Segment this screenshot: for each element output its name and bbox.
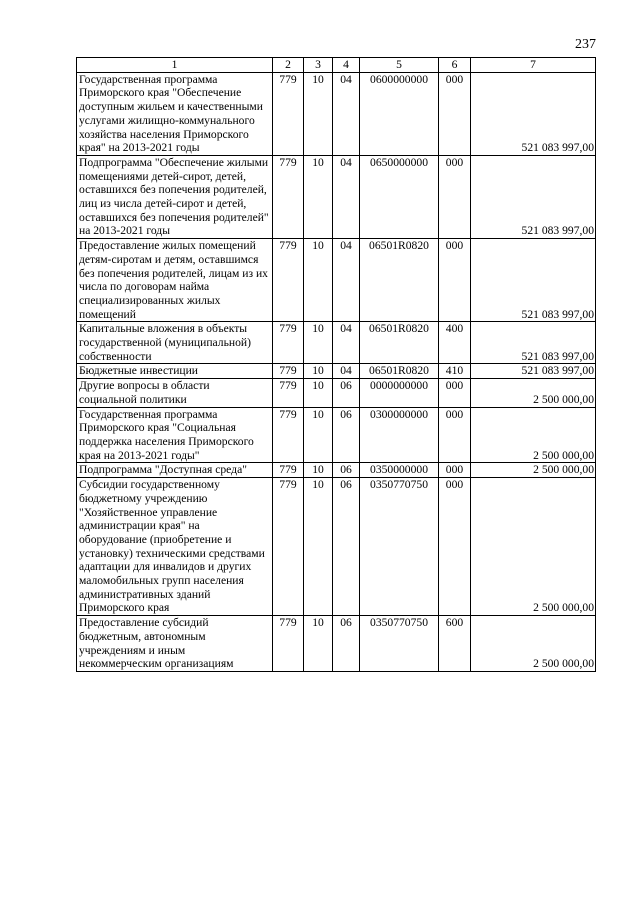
row-name-cell: Капитальные вложения в объекты государственной (муниципальной) собственности [77,322,273,364]
row-target-article-cell: 0350000000 [360,463,439,478]
row-section-cell: 10 [304,379,333,407]
row-amount-cell: 2 500 000,00 [471,616,596,672]
row-name-cell: Государственная программа Приморского края "Обеспечение доступным жильем и качественными услугами жилищно-коммунального хозяйства населения Приморского края" на 2013-2021 годы [77,72,273,155]
row-subsection-cell: 06 [333,616,360,672]
column-header: 3 [304,58,333,73]
row-target-article-cell: 06501R0820 [360,364,439,379]
row-section-cell: 10 [304,322,333,364]
column-header: 2 [273,58,304,73]
row-amount-cell: 521 083 997,00 [471,72,596,155]
row-expense-type-cell: 400 [439,322,471,364]
row-expense-type-cell: 000 [439,407,471,463]
row-subsection-cell: 06 [333,463,360,478]
row-amount-cell: 521 083 997,00 [471,239,596,322]
row-name-cell: Бюджетные инвестиции [77,364,273,379]
row-grbs-cell: 779 [273,616,304,672]
table-row [77,155,596,238]
table-row [77,364,596,379]
table-row [77,616,596,672]
row-expense-type-cell: 000 [439,239,471,322]
column-header: 4 [333,58,360,73]
row-name-cell: Предоставление субсидий бюджетным, автономным учреждениям и иным некоммерческим организациям [77,616,273,672]
page-number: 237 [575,37,596,52]
row-name-cell: Государственная программа Приморского края "Социальная поддержка населения Приморского края на 2013-2021 годы" [77,407,273,463]
row-name-cell: Подпрограмма "Обеспечение жилыми помещениями детей-сирот, детей, оставшихся без попечения родителей, лиц из числа детей-сирот и детей, оставшихся без попечения родителей" на 2013-2021 годы [77,155,273,238]
row-amount-cell: 2 500 000,00 [471,379,596,407]
column-header: 7 [471,58,596,73]
table-header-row [77,58,596,73]
column-header: 5 [360,58,439,73]
row-target-article-cell: 0350770750 [360,616,439,672]
row-subsection-cell: 04 [333,155,360,238]
row-name-cell: Другие вопросы в области социальной политики [77,379,273,407]
row-target-article-cell: 0300000000 [360,407,439,463]
row-grbs-cell: 779 [273,478,304,616]
row-section-cell: 10 [304,155,333,238]
row-section-cell: 10 [304,407,333,463]
row-name-cell: Субсидии государственному бюджетному учреждению "Хозяйственное управление администрации края" на оборудование (приобретение и установку) техническими средствами адаптации для инвалидов и других маломобильных групп населения административных зданий Приморского края [77,478,273,616]
row-expense-type-cell: 600 [439,616,471,672]
row-target-article-cell: 0000000000 [360,379,439,407]
table-row [77,379,596,407]
row-section-cell: 10 [304,364,333,379]
table-row [77,478,596,616]
row-expense-type-cell: 000 [439,155,471,238]
row-grbs-cell: 779 [273,239,304,322]
row-expense-type-cell: 000 [439,72,471,155]
budget-table [76,57,596,672]
row-name-cell: Предоставление жилых помещений детям-сиротам и детям, оставшимся без попечения родителей, лицам из их числа по договорам найма специализированных жилых помещений [77,239,273,322]
row-target-article-cell: 0650000000 [360,155,439,238]
row-section-cell: 10 [304,463,333,478]
row-section-cell: 10 [304,478,333,616]
row-subsection-cell: 04 [333,72,360,155]
row-amount-cell: 2 500 000,00 [471,478,596,616]
row-expense-type-cell: 000 [439,463,471,478]
column-header: 6 [439,58,471,73]
row-subsection-cell: 06 [333,407,360,463]
row-amount-cell: 521 083 997,00 [471,322,596,364]
table-row [77,72,596,155]
table-row [77,463,596,478]
row-name-cell: Подпрограмма "Доступная среда" [77,463,273,478]
row-target-article-cell: 06501R0820 [360,322,439,364]
row-expense-type-cell: 410 [439,364,471,379]
row-grbs-cell: 779 [273,322,304,364]
row-subsection-cell: 06 [333,379,360,407]
row-subsection-cell: 04 [333,322,360,364]
row-amount-cell: 521 083 997,00 [471,364,596,379]
row-target-article-cell: 06501R0820 [360,239,439,322]
row-grbs-cell: 779 [273,407,304,463]
row-section-cell: 10 [304,239,333,322]
row-grbs-cell: 779 [273,72,304,155]
table-row [77,322,596,364]
row-expense-type-cell: 000 [439,478,471,616]
row-grbs-cell: 779 [273,379,304,407]
table-row [77,407,596,463]
row-grbs-cell: 779 [273,463,304,478]
row-grbs-cell: 779 [273,364,304,379]
row-target-article-cell: 0600000000 [360,72,439,155]
row-section-cell: 10 [304,616,333,672]
row-expense-type-cell: 000 [439,379,471,407]
row-amount-cell: 521 083 997,00 [471,155,596,238]
row-subsection-cell: 04 [333,364,360,379]
row-grbs-cell: 779 [273,155,304,238]
row-amount-cell: 2 500 000,00 [471,407,596,463]
table-row [77,239,596,322]
row-amount-cell: 2 500 000,00 [471,463,596,478]
row-subsection-cell: 04 [333,239,360,322]
row-target-article-cell: 0350770750 [360,478,439,616]
column-header: 1 [77,58,273,73]
row-section-cell: 10 [304,72,333,155]
row-subsection-cell: 06 [333,478,360,616]
